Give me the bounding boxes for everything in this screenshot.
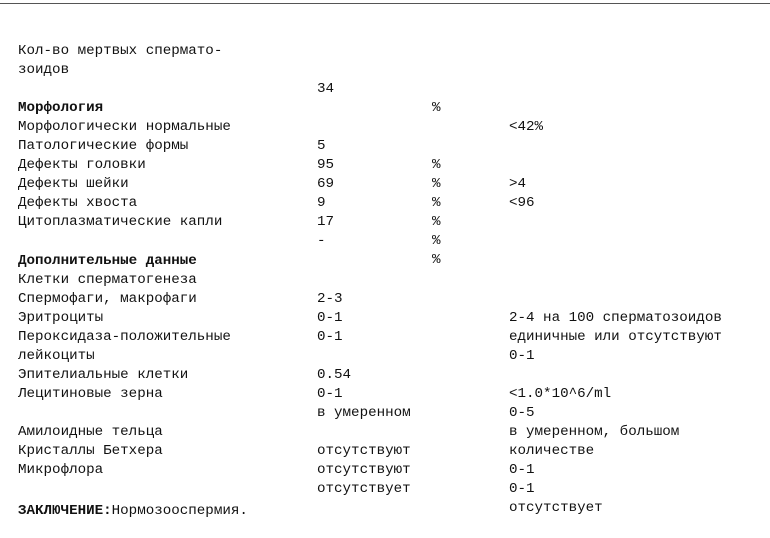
row-unit: % (432, 252, 441, 268)
additional-heading: Дополнительные данные (18, 253, 197, 269)
dead-sperm-label-line1: Кол-во мертвых сперматo- (18, 43, 223, 59)
row-value: 0.54 (317, 367, 352, 383)
row-value: 69 (317, 176, 335, 192)
row-label: лейкоциты (18, 348, 95, 364)
row-value: 2-3 (317, 291, 343, 307)
row-unit: % (432, 233, 441, 249)
row-label: Амилоидные тельца (18, 424, 163, 440)
row-value: 9 (317, 195, 326, 211)
row-norm: <1.0*10^6/ml (509, 386, 612, 402)
row-norm: 2-4 на 100 сперматозоидов (509, 310, 722, 326)
row-label: Патологические формы (18, 138, 189, 154)
row-norm: 0-1 (509, 462, 535, 478)
row-unit: % (432, 157, 441, 173)
row-norm: >4 (509, 176, 527, 192)
conclusion-text: Нормозооспермия. (111, 503, 248, 519)
row-label: Микрофлора (18, 462, 104, 478)
row-label: Клетки сперматогенеза (18, 272, 197, 288)
conclusion-label: ЗАКЛЮЧЕНИЕ: (18, 503, 112, 519)
additional-heading-row (0, 233, 770, 269)
row-value: отсутствуют (317, 462, 411, 478)
dead-sperm-value: 34 (317, 81, 335, 97)
row-value: 0-1 (317, 386, 343, 402)
conclusion (18, 502, 248, 521)
row-label: Лецитиновые зерна (18, 386, 163, 402)
row-value: 95 (317, 157, 335, 173)
row-label: Эритроциты (18, 310, 104, 326)
row-label: Морфологически нормальные (18, 119, 231, 135)
row-norm: <96 (509, 195, 535, 211)
row-value: - (317, 233, 326, 249)
dead-sperm-norm: <42% (509, 119, 544, 135)
row-label: Спермофаги, макрофаги (18, 291, 197, 307)
top-divider (0, 3, 770, 4)
row-label: Цитоплазматические капли (18, 214, 223, 230)
morphology-heading: Морфология (18, 100, 104, 116)
row-norm: количестве (509, 443, 595, 459)
row-value: 0-1 (317, 310, 343, 326)
row-label: Эпителиальные клетки (18, 367, 189, 383)
dead-sperm-label-line2: зоидов (18, 62, 70, 78)
row-norm: единичные или отсутствуют (509, 329, 722, 345)
row-norm: 0-1 (509, 348, 535, 364)
row-unit: % (432, 214, 441, 230)
dead-sperm-row-line1 (0, 23, 770, 59)
row-value: 5 (317, 138, 326, 154)
row-unit: % (432, 176, 441, 192)
row-value: отсутствует (317, 481, 411, 497)
row-value: 0-1 (317, 329, 343, 345)
row-value: отсутствуют (317, 443, 411, 459)
row-norm: в умеренном, большом (509, 424, 680, 440)
row-norm: 0-5 (509, 405, 535, 421)
row-label: Пероксидаза-положительные (18, 329, 231, 345)
row-label: Дефекты хвоста (18, 195, 138, 211)
row-label: Кристаллы Бетхера (18, 443, 163, 459)
row-value: 17 (317, 214, 335, 230)
row-norm: отсутствует (509, 500, 603, 516)
row-label: Дефекты головки (18, 157, 146, 173)
row-norm: 0-1 (509, 481, 535, 497)
row-label: Дефекты шейки (18, 176, 129, 192)
row-unit: % (432, 195, 441, 211)
dead-sperm-unit: % (432, 100, 441, 116)
row-value: в умеренном (317, 405, 411, 421)
morphology-heading-row (0, 80, 770, 116)
